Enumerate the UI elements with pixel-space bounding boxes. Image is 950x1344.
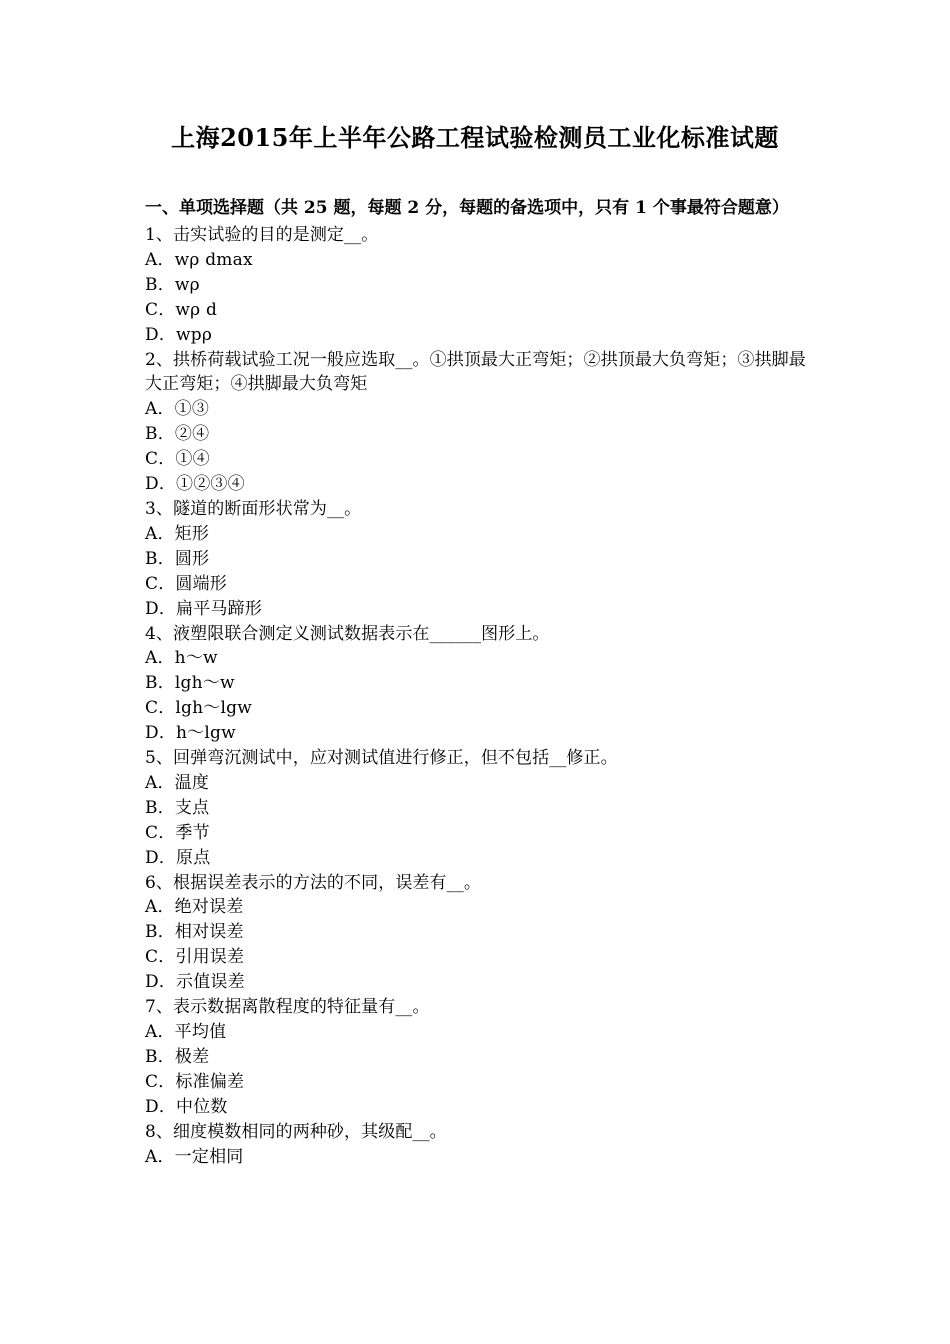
question-stem: 5、回弹弯沉测试中，应对测试值进行修正，但不包括__修正。 xyxy=(145,748,618,769)
question-stem: 7、表示数据离散程度的特征量有__。 xyxy=(145,997,430,1018)
option-d: D．示值误差 xyxy=(145,972,245,993)
question-2 xyxy=(145,348,810,497)
question-5 xyxy=(145,746,810,871)
question-3 xyxy=(145,497,810,622)
question-6 xyxy=(145,871,810,996)
option-c: C．lgh～lgw xyxy=(145,698,252,719)
option-c: C．圆端形 xyxy=(145,573,228,594)
option-a: A．wρ dmax xyxy=(145,249,253,270)
option-a: A．矩形 xyxy=(145,523,210,544)
option-c: C．引用误差 xyxy=(145,947,245,968)
option-b: B．圆形 xyxy=(145,548,210,569)
option-b: B．相对误差 xyxy=(145,922,244,943)
section-heading: 一、单项选择题（共 25 题，每题 2 分，每题的备选项中，只有 1 个事最符合题意） xyxy=(145,198,789,218)
question-stem: 2、拱桥荷载试验工况一般应选取__。①拱顶最大正弯矩；②拱顶最大负弯矩；③拱脚最大正弯矩；④拱脚最大负弯矩 xyxy=(145,349,806,395)
question-1 xyxy=(145,223,810,348)
option-b: B．wρ xyxy=(145,274,200,295)
option-a: A．h～w xyxy=(145,648,218,669)
document-title: 上海2015年上半年公路工程试验检测员工业化标准试题 xyxy=(171,123,779,152)
question-stem: 8、细度模数相同的两种砂，其级配__。 xyxy=(145,1121,447,1142)
option-b: B．极差 xyxy=(145,1046,210,1067)
option-c: C．wρ d xyxy=(145,299,218,320)
option-a: A．平均值 xyxy=(145,1022,227,1042)
option-a: A．温度 xyxy=(145,772,210,793)
question-8 xyxy=(145,1120,810,1170)
option-d: D．扁平马蹄形 xyxy=(145,598,263,619)
option-d: D．h～lgw xyxy=(145,723,236,744)
option-d: D．wpρ xyxy=(145,324,213,345)
option-b: B．支点 xyxy=(145,797,210,818)
option-d: D．中位数 xyxy=(145,1096,228,1117)
option-c: C．①④ xyxy=(145,449,210,470)
document-body xyxy=(145,196,810,1169)
option-c: C．季节 xyxy=(145,822,210,843)
option-d: D．①②③④ xyxy=(145,474,245,495)
option-d: D．原点 xyxy=(145,847,211,868)
question-stem: 3、隧道的断面形状常为__。 xyxy=(145,498,362,519)
question-7 xyxy=(145,995,810,1120)
question-4 xyxy=(145,622,810,747)
option-a: A．①③ xyxy=(145,399,210,420)
option-a: A．一定相同 xyxy=(145,1146,244,1167)
option-c: C．标准偏差 xyxy=(145,1071,245,1092)
option-b: B．lgh～w xyxy=(145,673,235,694)
option-b: B．②④ xyxy=(145,424,210,445)
question-stem: 6、根据误差表示的方法的不同，误差有__。 xyxy=(145,872,481,893)
question-stem: 4、液塑限联合测定义测试数据表示在______图形上。 xyxy=(145,623,550,644)
option-a: A．绝对误差 xyxy=(145,897,244,918)
question-stem: 1、击实试验的目的是测定__。 xyxy=(145,225,379,245)
